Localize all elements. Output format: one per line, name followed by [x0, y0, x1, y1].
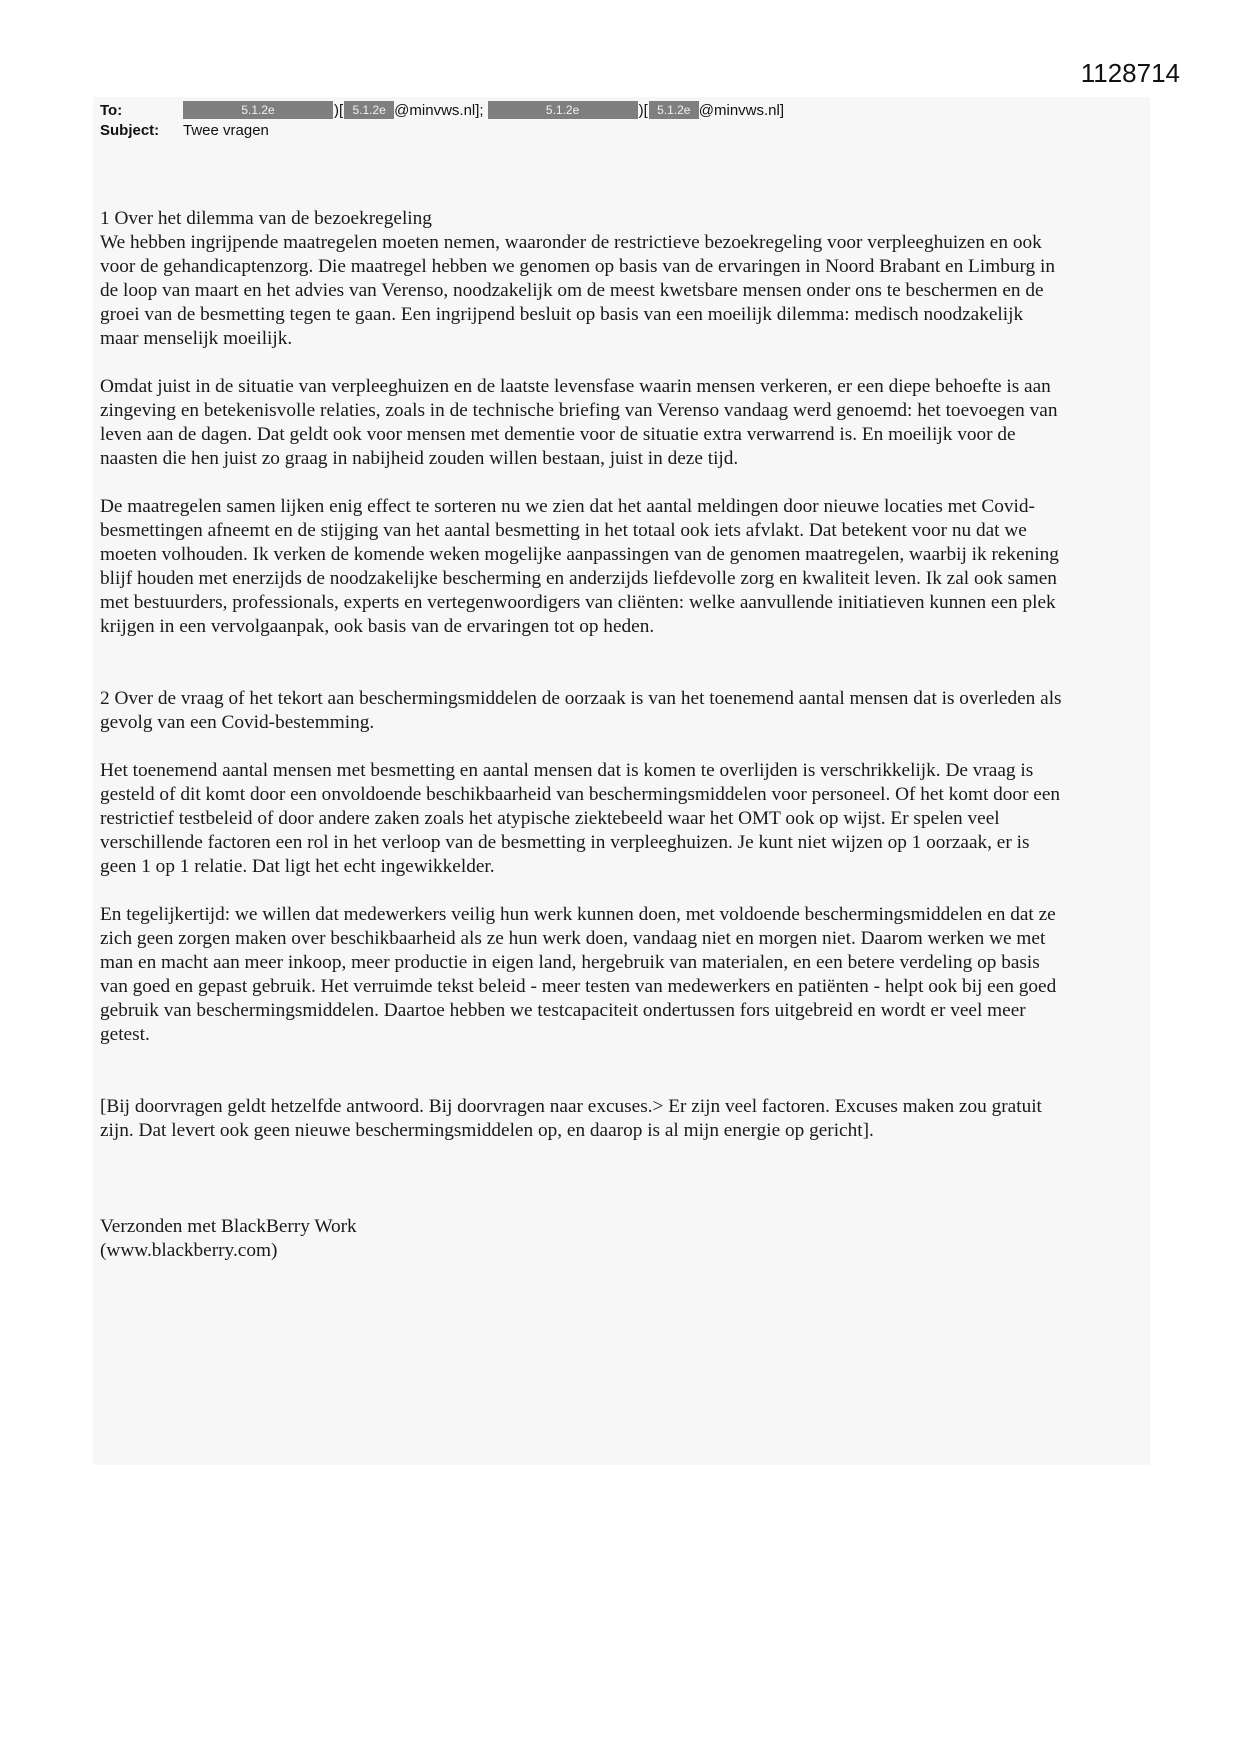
recipient-separator: )[	[334, 101, 344, 119]
paragraph-increase-infections: Het toenemend aantal mensen met besmetting en aantal mensen dat is komen te overlijden is verschrikkelijk. De vraag is gesteld of dit komt door een onvoldoende beschikbaarheid van beschermingsmiddelen voor personeel. Of het komt door een restrictief testbeleid of door andere zaken zoals het atypische ziektebeeld waar het OMT ook op wijst. Er spelen veel verschillende factoren een rol in het verloop van de besmetting in verpleeghuizen. Je kunt niet wijzen op 1 oorzaak, er is geen 1 op 1 relatie. Dat ligt het echt ingewikkelder.	[100, 760, 1061, 877]
email-signature: Verzonden met BlackBerry Work (www.blackberry.com)	[100, 1216, 357, 1261]
paragraph-visiting-dilemma: 1 Over het dilemma van de bezoekregeling We hebben ingrijpende maatregelen moeten nemen, waaronder de restrictieve bezoekregeling voor verpleeghuizen en ook voor de gehandicaptenzorg. Die maatregel hebben we genomen op basis van de ervaringen in Noord Brabant en Limburg in de loop van maart en het advies van Verenso, noodzakelijk om de meest kwetsbare mensen onder ons te beschermen en de groei van de besmetting tegen te gaan. Een ingrijpend besluit op basis van een moeilijk dilemma: medisch noodzakelijk maar menselijk moeilijk.	[100, 208, 1056, 349]
subject-row	[100, 120, 784, 140]
redaction-box: 5.1.2e	[344, 101, 394, 119]
paragraph-follow-up-questions: [Bij doorvragen geldt hetzelfde antwoord. Bij doorvragen naar excuses.> Er zijn veel factoren. Excuses maken zou gratuit zijn. Dat levert ook geen nieuwe beschermingsmiddelen op, en daarop is al mijn energie op gericht].	[100, 1096, 1042, 1141]
to-row	[100, 100, 784, 120]
paragraph-staff-safety: En tegelijkertijd: we willen dat medewerkers veilig hun werk kunnen doen, met voldoende beschermingsmiddelen en dat ze zich geen zorgen maken over beschikbaarheid als ze hun werk doen, vandaag niet en morgen niet. Daarom werken we met man en macht aan meer inkoop, meer productie in eigen land, hergebruik van materialen, en een betere verdeling op basis van goed en gepast gebruik. Het verruimde tekst beleid - meer testen van medewerkers en patiënten - helpt ook bij een goed gebruik van beschermingsmiddelen. Daartoe hebben we testcapaciteit ondertussen fors uitgebreid en wordt er veel meer getest.	[100, 904, 1057, 1045]
recipient-domain: @minvws.nl];	[394, 101, 484, 119]
subject-text: Twee vragen	[183, 121, 269, 139]
email-header	[100, 100, 784, 140]
redaction-box: 5.1.2e	[488, 101, 638, 119]
paragraph-measures-effect: De maatregelen samen lijken enig effect te sorteren nu we zien dat het aantal meldingen door nieuwe locaties met Covid- besmettingen afneemt en de stijging van het aantal besmetting in het totaal ook iets afvlakt. Dat betekent voor nu dat we moeten volhouden. Ik verken de komende weken mogelijke aanpassingen van de genomen maatregelen, waarbij ik rekening blijf houden met enerzijds de noodzakelijke bescherming en anderzijds liefdevolle zorg en kwaliteit leven. Ik zal ook samen met bestuurders, professionals, experts en vertegenwoordigers van cliënten: welke aanvullende initiatieven kunnen een plek krijgen in een vervolgaanpak, ook basis van de ervaringen tot op heden.	[100, 496, 1059, 637]
paragraph-question-protective-equipment: 2 Over de vraag of het tekort aan beschermingsmiddelen de oorzaak is van het toenemend aantal mensen dat is overleden als gevolg van een Covid-bestemming.	[100, 688, 1062, 733]
redaction-box: 5.1.2e	[649, 101, 699, 119]
document-number: 1128714	[1080, 58, 1180, 88]
recipient-domain: @minvws.nl]	[698, 101, 785, 119]
email-body	[100, 207, 1145, 1263]
paragraph-meaning-relations: Omdat juist in de situatie van verpleeghuizen en de laatste levensfase waarin mensen verkeren, er een diepe behoefte is aan zingeving en betekenisvolle relaties, zoals in de technische briefing van Verenso vandaag werd genoemd: het toevoegen van leven aan de dagen. Dat geldt ook voor mensen met dementie voor de situatie extra verwarrend is. En moeilijk voor de naasten die hen juist zo graag in nabijheid zouden willen bestaan, juist in deze tijd.	[100, 376, 1058, 469]
to-label: To:	[100, 101, 123, 119]
subject-label: Subject:	[100, 121, 160, 139]
redaction-box: 5.1.2e	[183, 101, 333, 119]
recipient-separator: )[	[638, 101, 648, 119]
